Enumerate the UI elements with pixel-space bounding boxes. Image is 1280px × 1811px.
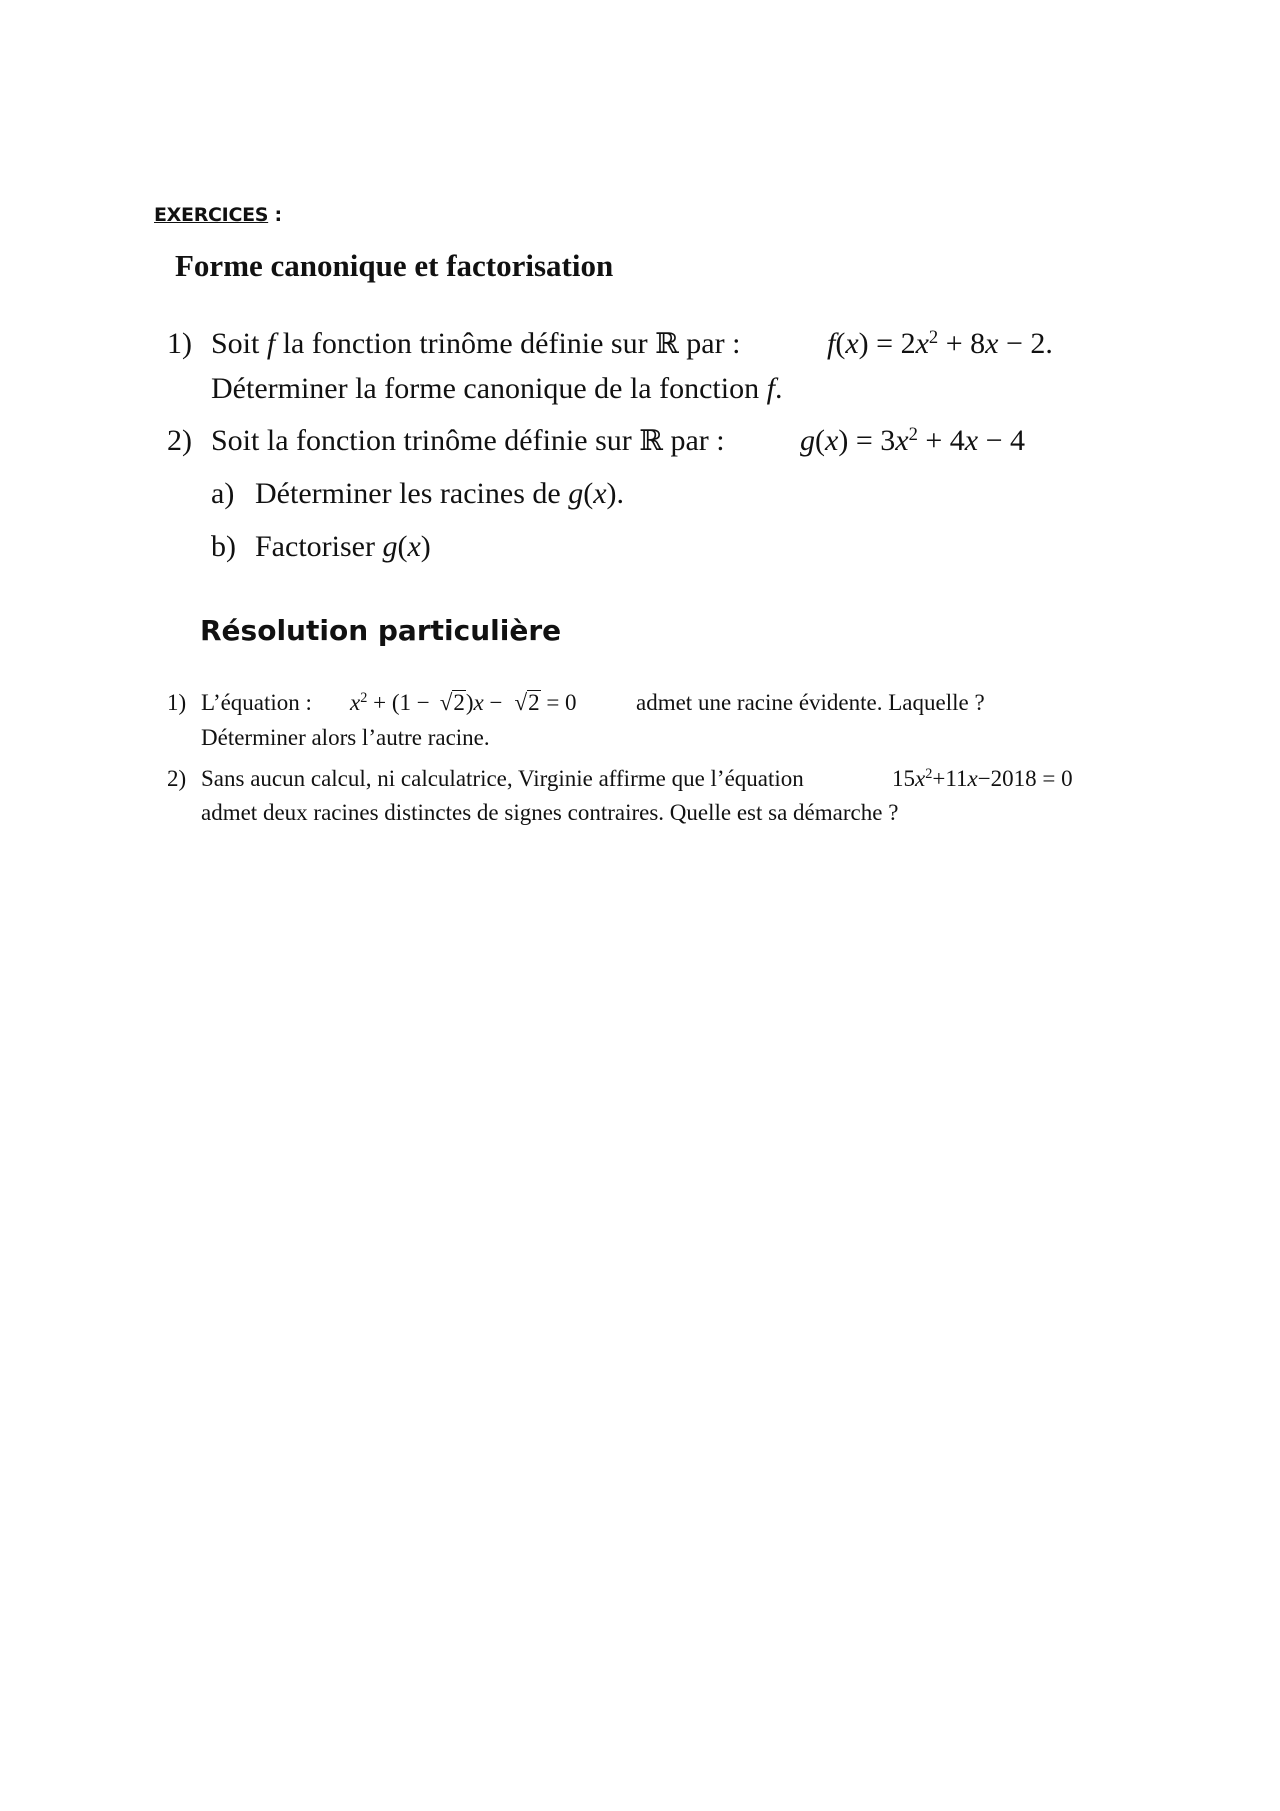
s1-q2-formula: $g(x) = 3x^2 + 4x - 4$ <box>800 423 1026 457</box>
s1-q2b-text: Factoriser g(x) <box>255 530 431 563</box>
exercices-label: EXERCICES <box>154 204 269 226</box>
s1-q2a-text: Déterminer les racines de g(x). <box>255 477 625 510</box>
sqrt-symbol: √2 <box>514 690 540 715</box>
s2-q1-tail: admet une racine évidente. Laquelle ? <box>636 690 985 715</box>
section-title-forme-canonique: Forme canonique et factorisation <box>175 248 614 283</box>
real-numbers-symbol: ℝ <box>655 327 679 360</box>
s1-q2a-letter: a) <box>211 477 235 510</box>
s1-q1-line1: Soit f la fonction trinôme définie sur ℝ par : <box>211 327 741 360</box>
s1-q1-formula: $f(x) = 2x^2 + 8x - 2$. <box>827 326 1053 360</box>
real-numbers-symbol: ℝ <box>639 424 663 457</box>
s2-q2-line1: Sans aucun calcul, ni calculatrice, Virginie affirme que l’équation <box>201 766 804 791</box>
s2-q1-label: L’équation : <box>201 690 312 715</box>
sqrt-symbol: √2 <box>439 690 465 715</box>
s1-q1-number: 1) <box>167 327 192 360</box>
s1-q2b-letter: b) <box>211 530 236 563</box>
exercices-heading <box>154 204 282 226</box>
s1-q1-line2: Déterminer la forme canonique de la fonction f. <box>211 372 783 405</box>
s2-q1-number: 1) <box>167 690 187 715</box>
section-title-resolution: Résolution particulière <box>200 614 562 647</box>
s2-q1-equation: $x^2 + (1 - √2)x - √2 = 0$ <box>350 690 577 715</box>
s2-q2-number: 2) <box>167 766 187 791</box>
s2-q2-line2: admet deux racines distinctes de signes contraires. Quelle est sa démarche ? <box>201 800 899 825</box>
s1-q2-number: 2) <box>167 424 192 457</box>
s1-q2-line1: Soit la fonction trinôme définie sur ℝ par : <box>211 424 725 457</box>
s2-q2-equation: $15x^2+11x-2018 = 0$ <box>892 766 1073 791</box>
s2-q1-line2: Déterminer alors l’autre racine. <box>201 725 490 750</box>
exercices-colon: : <box>268 204 282 226</box>
